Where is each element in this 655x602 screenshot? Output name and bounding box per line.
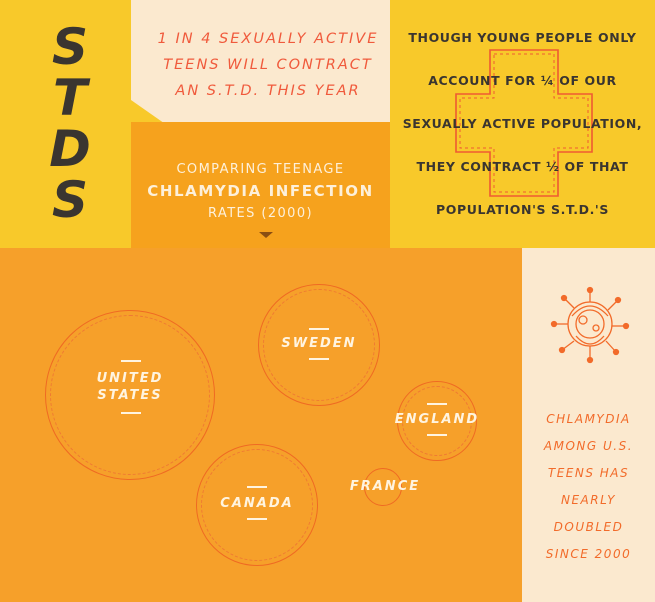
side-text-line: DOUBLED [553, 520, 624, 534]
stat-line: 1 IN 4 SEXUALLY ACTIVE [157, 31, 379, 47]
side-text-line: NEARLY [561, 493, 616, 507]
caret-down-icon [259, 232, 273, 238]
country-label-sweden: SWEDEN [281, 336, 357, 351]
compare-panel [131, 122, 390, 248]
fact-line: THOUGH YOUNG PEOPLE ONLY [408, 30, 637, 45]
divider [309, 358, 329, 360]
stds-panel [0, 0, 131, 248]
title-letter: S [51, 18, 88, 76]
page-title [40, 18, 100, 229]
fact-line: POPULATION'S S.T.D.'S [436, 202, 609, 217]
country-label-us [70, 370, 190, 404]
fact-line: THEY CONTRACT ½ OF THAT [416, 159, 629, 174]
fact-line: ACCOUNT FOR ¼ OF OUR [428, 73, 617, 88]
compare-heading: CHLAMYDIA INFECTION [147, 182, 374, 200]
divider [309, 328, 329, 330]
divider [121, 360, 141, 362]
compare-caption: RATES (2000) [208, 206, 313, 221]
side-text-line: AMONG U.S. [543, 439, 634, 453]
fact-panel [390, 0, 655, 248]
country-label-line: UNITED [96, 371, 164, 386]
divider [247, 486, 267, 488]
country-label-england: ENGLAND [394, 412, 480, 427]
side-panel [522, 248, 655, 602]
divider [247, 518, 267, 520]
stat-line: TEENS WILL CONTRACT [163, 57, 373, 73]
bubble-panel [0, 248, 522, 602]
stat-text [153, 26, 383, 104]
divider [427, 434, 447, 436]
compare-subtitle: COMPARING TEENAGE [176, 162, 345, 177]
title-letter: S [51, 171, 88, 229]
country-label-canada: CANADA [220, 496, 294, 511]
country-label-france: FRANCE [349, 479, 421, 494]
side-text-line: CHLAMYDIA [546, 412, 631, 426]
title-letter: D [49, 120, 91, 178]
title-letter: T [52, 69, 88, 127]
fact-line: SEXUALLY ACTIVE POPULATION, [402, 116, 643, 131]
side-text-line: SINCE 2000 [545, 547, 632, 561]
divider [121, 412, 141, 414]
bacteria-icon [550, 286, 630, 366]
divider [427, 403, 447, 405]
side-text-line: TEENS HAS [547, 466, 630, 480]
country-label-line: STATES [97, 388, 163, 403]
stat-line: AN S.T.D. THIS YEAR [175, 83, 361, 99]
